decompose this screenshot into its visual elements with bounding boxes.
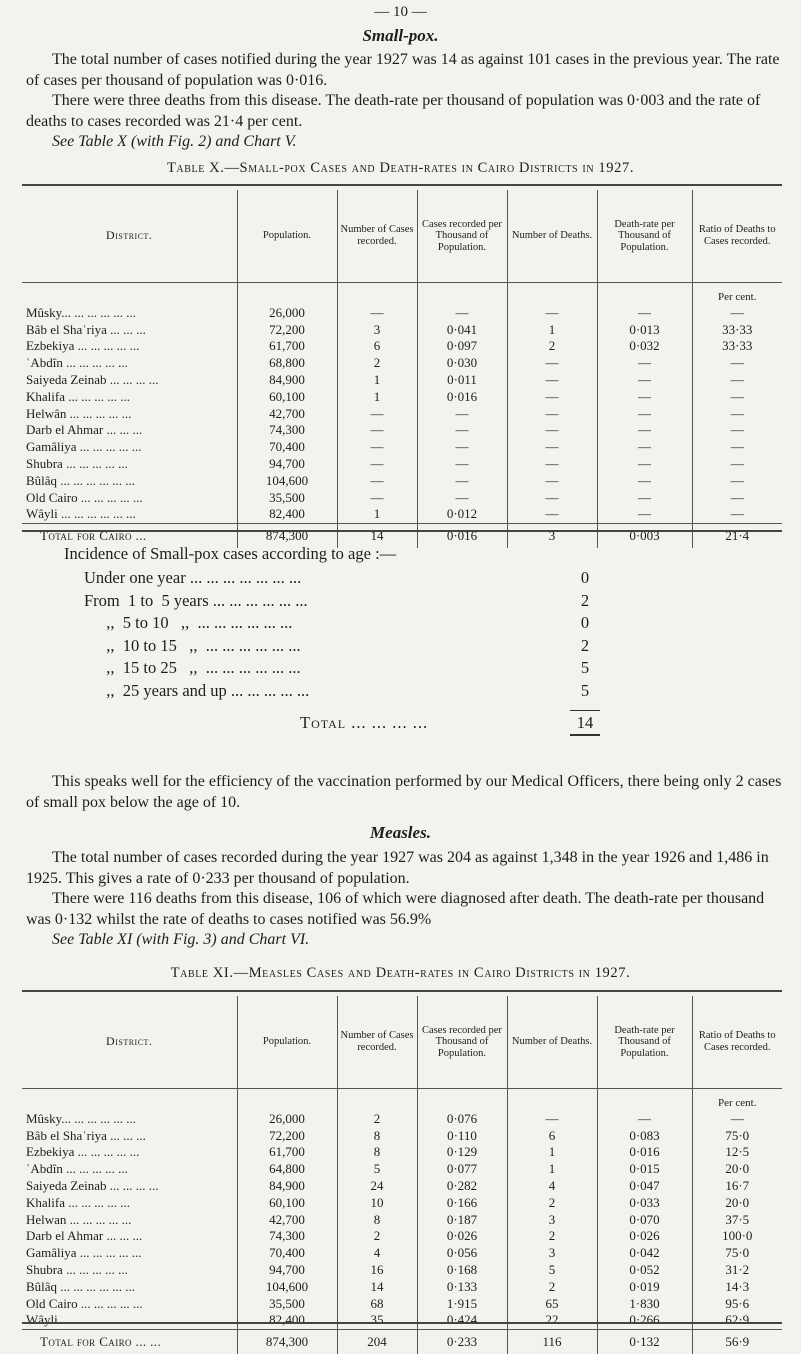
table-cell: 1 — [507, 1144, 597, 1161]
table-cell: 2 — [337, 1111, 417, 1128]
incidence-label: Under one year ... ... ... ... ... ... ... — [84, 568, 302, 587]
table-xi-header: District. — [22, 996, 237, 1088]
table-xi-header: Ratio of Deaths to Cases recorded. — [692, 996, 782, 1088]
table-x-header: Cases recorded per Thousand of Population. — [417, 190, 507, 282]
table-cell: 0·052 — [597, 1262, 692, 1279]
total-cell: 3 — [507, 523, 597, 548]
table-cell: 70,400 — [237, 1245, 337, 1262]
table-cell: — — [417, 489, 507, 506]
table-cell: 1 — [337, 506, 417, 523]
table-cell: 0·083 — [597, 1127, 692, 1144]
table-cell: 94,700 — [237, 1262, 337, 1279]
table-cell: 68,800 — [237, 355, 337, 372]
total-cell: 204 — [337, 1329, 417, 1354]
table-cell: — — [692, 405, 782, 422]
table-row — [22, 472, 782, 489]
table-cell: — — [417, 456, 507, 473]
table-cell: 2 — [507, 1228, 597, 1245]
table-cell: — — [597, 472, 692, 489]
table-cell: — — [692, 456, 782, 473]
table-row — [22, 1127, 782, 1144]
incidence-total-double-rule — [570, 734, 600, 736]
incidence-value: 2 — [580, 635, 590, 655]
table-cell: — — [337, 489, 417, 506]
table-xi-top-rule — [22, 990, 782, 992]
table-xi-caption-prefix: Table XI. — [170, 965, 234, 981]
table-cell: 2 — [337, 355, 417, 372]
table-cell: 22 — [507, 1312, 597, 1329]
table-cell: 20·0 — [692, 1161, 782, 1178]
district-name-cell: Khalifa ... ... ... ... ... — [26, 388, 130, 404]
table-cell: 0·026 — [417, 1228, 507, 1245]
table-cell: — — [507, 305, 597, 322]
incidence-row — [0, 658, 801, 680]
table-cell: 1·915 — [417, 1295, 507, 1312]
table-cell: — — [417, 439, 507, 456]
table-cell: 10 — [337, 1194, 417, 1211]
table-row — [22, 439, 782, 456]
table-cell: 8 — [337, 1144, 417, 1161]
table-xi-caption — [0, 965, 801, 982]
incidence-row — [0, 591, 801, 613]
district-name-cell: Gamâliya ... ... ... ... ... — [26, 1245, 142, 1261]
incidence-sum-rule — [570, 710, 600, 711]
measles-para-2: There were 116 deaths from this disease, 106 of which were diagnosed after death. The death-rate per thousand was 0·132 whilst the rate of deaths to cases notified was 56.9% — [26, 890, 765, 928]
table-cell: — — [597, 506, 692, 523]
table-row — [22, 1295, 782, 1312]
table-cell: 0·110 — [417, 1127, 507, 1144]
district-name-cell: Helwân ... ... ... ... ... — [26, 405, 132, 421]
table-cell: 0·032 — [597, 338, 692, 355]
table-cell: — — [337, 439, 417, 456]
table-cell: 6 — [507, 1127, 597, 1144]
table-cell: 94,700 — [237, 456, 337, 473]
table-cell: 8 — [337, 1127, 417, 1144]
table-cell: 60,100 — [237, 1194, 337, 1211]
table-cell: 35 — [337, 1312, 417, 1329]
total-cell: 874,300 — [237, 1329, 337, 1354]
table-cell: 60,100 — [237, 388, 337, 405]
table-cell: — — [597, 489, 692, 506]
table-cell: 26,000 — [237, 1111, 337, 1128]
table-row — [22, 1178, 782, 1195]
table-row — [22, 422, 782, 439]
table-row — [22, 305, 782, 322]
table-row — [22, 1211, 782, 1228]
table-cell: 31·2 — [692, 1262, 782, 1279]
district-name-cell: Wâyli ... ... ... ... ... ... — [26, 1312, 136, 1328]
total-cell: 56·9 — [692, 1329, 782, 1354]
table-cell: — — [337, 305, 417, 322]
table-xi-caption-text: —Measles Cases and Death-rates in Cairo Districts in 1927. — [233, 965, 631, 981]
table-cell: — — [597, 1111, 692, 1128]
table-x-bottom-rule — [22, 530, 782, 532]
table-row — [22, 1194, 782, 1211]
table-x-header: Death-rate per Thousand of Population. — [597, 190, 692, 282]
table-cell: — — [507, 472, 597, 489]
district-name-cell: ʿAbdîn ... ... ... ... ... — [26, 355, 128, 371]
table-cell: 65 — [507, 1295, 597, 1312]
table-cell: 0·056 — [417, 1245, 507, 1262]
district-name-cell: Gamâliya ... ... ... ... ... — [26, 439, 142, 455]
table-row — [22, 1262, 782, 1279]
table-cell: 72,200 — [237, 1127, 337, 1144]
smallpox-heading: Small-pox. — [362, 26, 439, 45]
table-cell: — — [692, 422, 782, 439]
table-cell: — — [597, 422, 692, 439]
table-cell: 0·047 — [597, 1178, 692, 1195]
table-cell: 16 — [337, 1262, 417, 1279]
district-name-cell: Helwan ... ... ... ... ... — [26, 1211, 132, 1227]
table-cell: — — [692, 388, 782, 405]
table-cell: 42,700 — [237, 1211, 337, 1228]
table-cell: 95·6 — [692, 1295, 782, 1312]
incidence-value: 5 — [580, 680, 590, 700]
table-cell: 72,200 — [237, 321, 337, 338]
measles-para-1: The total number of cases recorded during the year 1927 was 204 as against 1,348 in the year 1926 and 1,486 in 1925. This gives a rate of 0·233 per thousand of population. — [26, 849, 769, 887]
table-cell: — — [507, 1111, 597, 1128]
table-cell: 1 — [507, 1161, 597, 1178]
table-row — [22, 372, 782, 389]
table-cell: 104,600 — [237, 472, 337, 489]
table-xi — [22, 996, 782, 1354]
table-cell: 24 — [337, 1178, 417, 1195]
incidence-row — [0, 681, 801, 703]
table-x-header: Ratio of Deaths to Cases recorded. — [692, 190, 782, 282]
district-name-cell: Old Cairo ... ... ... ... ... — [26, 489, 143, 505]
table-cell: — — [417, 422, 507, 439]
table-cell: 0·187 — [417, 1211, 507, 1228]
table-cell: 75·0 — [692, 1127, 782, 1144]
table-xi-header: Population. — [237, 996, 337, 1088]
table-cell: 0·026 — [597, 1228, 692, 1245]
incidence-total-label: Total ... ... ... ... — [300, 713, 429, 732]
table-cell: 14·3 — [692, 1278, 782, 1295]
table-cell: 74,300 — [237, 422, 337, 439]
table-cell: 2 — [507, 1194, 597, 1211]
table-cell: 33·33 — [692, 338, 782, 355]
table-cell: — — [692, 372, 782, 389]
table-cell: 0·016 — [417, 388, 507, 405]
table-cell: 3 — [507, 1211, 597, 1228]
table-row — [22, 1245, 782, 1262]
district-name-cell: Darb el Ahmar ... ... ... — [26, 422, 143, 438]
table-cell: 0·133 — [417, 1278, 507, 1295]
table-cell: — — [507, 388, 597, 405]
table-row — [22, 506, 782, 523]
table-cell: — — [507, 456, 597, 473]
table-cell: — — [507, 355, 597, 372]
table-cell: 33·33 — [692, 321, 782, 338]
table-cell: 26,000 — [237, 305, 337, 322]
smallpox-paragraph — [26, 50, 786, 153]
incidence-value: 0 — [580, 613, 590, 632]
table-cell: 1·830 — [597, 1295, 692, 1312]
incidence-value: 2 — [580, 590, 590, 610]
table-xi-header: Number of Deaths. — [507, 996, 597, 1088]
table-cell: 42,700 — [237, 405, 337, 422]
table-cell: 1 — [337, 388, 417, 405]
table-cell: — — [692, 472, 782, 489]
table-x-header: Number of Deaths. — [507, 190, 597, 282]
table-cell: — — [507, 506, 597, 523]
district-name-cell: Mûsky... ... ... ... ... ... — [26, 1110, 137, 1126]
table-cell: 84,900 — [237, 1178, 337, 1195]
table-xi-bottom-rule — [22, 1322, 782, 1324]
table-row — [22, 1111, 782, 1128]
table-cell: — — [692, 489, 782, 506]
table-cell: 0·129 — [417, 1144, 507, 1161]
table-cell: — — [417, 405, 507, 422]
district-name-cell: Bâb el Shaʿriya ... ... ... — [26, 1127, 146, 1143]
table-cell: — — [507, 372, 597, 389]
district-name-cell: Shubra ... ... ... ... ... — [26, 456, 128, 472]
table-cell: 0·030 — [417, 355, 507, 372]
table-xi-header: Number of Cases recorded. — [337, 996, 417, 1088]
total-cell: 0·233 — [417, 1329, 507, 1354]
table-cell: — — [417, 305, 507, 322]
table-row — [22, 321, 782, 338]
table-cell: 3 — [337, 321, 417, 338]
table-cell: — — [597, 405, 692, 422]
table-cell: 3 — [507, 1245, 597, 1262]
table-cell: — — [337, 422, 417, 439]
table-cell: — — [597, 372, 692, 389]
table-cell: 20·0 — [692, 1194, 782, 1211]
table-cell: — — [597, 388, 692, 405]
smallpox-para-1: The total number of cases notified during the year 1927 was 14 as against 101 cases in the previous year. The rate of cases per thousand of population was 0·016. — [26, 51, 780, 89]
smallpox-para-3: See Table X (with Fig. 2) and Chart V. — [52, 133, 297, 150]
incidence-label: ,, 5 to 10 ,, ... ... ... ... ... ... — [98, 613, 293, 632]
table-cell: 0·042 — [597, 1245, 692, 1262]
table-x-caption — [0, 160, 801, 177]
table-row — [22, 1278, 782, 1295]
incidence-row — [0, 613, 801, 635]
table-cell: 75·0 — [692, 1245, 782, 1262]
table-cell: — — [692, 355, 782, 372]
district-name-cell: Khalifa ... ... ... ... ... — [26, 1194, 130, 1210]
table-cell: — — [337, 405, 417, 422]
table-cell: 8 — [337, 1211, 417, 1228]
table-cell: — — [597, 305, 692, 322]
table-xi-header: Cases recorded per Thousand of Population. — [417, 996, 507, 1088]
table-cell: 64,800 — [237, 1161, 337, 1178]
total-cell: 21·4 — [692, 523, 782, 548]
table-cell: 0·097 — [417, 338, 507, 355]
district-name-cell: Saiyeda Zeinab ... ... ... ... — [26, 1178, 159, 1194]
total-label-cell: Total for Cairo ... ... — [22, 1329, 237, 1354]
table-cell: 104,600 — [237, 1278, 337, 1295]
table-row — [22, 405, 782, 422]
district-name-cell: Mûsky... ... ... ... ... ... — [26, 304, 137, 320]
table-cell: 2 — [507, 1278, 597, 1295]
incidence-label: ,, 25 years and up ... ... ... ... ... — [98, 680, 310, 700]
table-cell: 0·070 — [597, 1211, 692, 1228]
smallpox-comment-paragraph — [26, 772, 786, 813]
district-name-cell: Darb el Ahmar ... ... ... — [26, 1228, 143, 1244]
table-cell: 0·041 — [417, 321, 507, 338]
table-cell: 61,700 — [237, 1144, 337, 1161]
table-cell: 74,300 — [237, 1228, 337, 1245]
table-cell: 12·5 — [692, 1144, 782, 1161]
district-name-cell: Wâyli ... ... ... ... ... ... — [26, 506, 136, 522]
table-row — [22, 489, 782, 506]
district-name-cell: Old Cairo ... ... ... ... ... — [26, 1295, 143, 1311]
table-cell: 16·7 — [692, 1178, 782, 1195]
table-row — [22, 1228, 782, 1245]
table-cell: 4 — [337, 1245, 417, 1262]
table-cell: — — [597, 355, 692, 372]
measles-heading: Measles. — [370, 823, 431, 842]
table-cell: — — [692, 506, 782, 523]
smallpox-comment: This speaks well for the efficiency of the vaccination performed by our Medical Officers, there being only 2 cases of small pox below the age of 10. — [26, 773, 782, 811]
table-cell: — — [337, 472, 417, 489]
table-cell: 70,400 — [237, 439, 337, 456]
table-cell: 61,700 — [237, 338, 337, 355]
page-number: — 10 — — [374, 4, 427, 20]
district-name-cell: Ezbekiya ... ... ... ... ... — [26, 338, 140, 354]
table-cell: — — [597, 456, 692, 473]
smallpox-para-2: There were three deaths from this disease. The death-rate per thousand of population was 0·003 and the rate of deaths to cases recorded was 21·4 per cent. — [26, 92, 761, 130]
incidence-total-value: 14 — [576, 713, 594, 732]
table-x-caption-text: —Small-pox Cases and Death-rates in Cairo Districts in 1927. — [224, 160, 635, 176]
incidence-row — [0, 636, 801, 658]
table-cell: 14 — [337, 1278, 417, 1295]
table-xi-unit-label: Per cent. — [692, 1088, 782, 1111]
table-row — [22, 355, 782, 372]
incidence-value: 0 — [580, 568, 590, 587]
incidence-label: ,, 10 to 15 ,, ... ... ... ... ... ... — [98, 635, 301, 655]
table-row — [22, 1312, 782, 1329]
table-cell: 6 — [337, 338, 417, 355]
table-cell: 5 — [507, 1262, 597, 1279]
table-cell: — — [507, 405, 597, 422]
total-cell: 0·003 — [597, 523, 692, 548]
measles-para-3: See Table XI (with Fig. 3) and Chart VI. — [52, 931, 310, 948]
total-cell: 0·016 — [417, 523, 507, 548]
incidence-label: ,, 15 to 25 ,, ... ... ... ... ... ... — [98, 658, 301, 677]
total-cell: 14 — [337, 523, 417, 548]
table-cell: 35,500 — [237, 489, 337, 506]
table-cell: — — [337, 456, 417, 473]
table-cell: 0·019 — [597, 1278, 692, 1295]
table-cell: — — [692, 305, 782, 322]
total-label-cell: Total for Cairo ... — [22, 523, 237, 548]
table-row — [22, 1144, 782, 1161]
table-cell: 0·166 — [417, 1194, 507, 1211]
table-row — [22, 456, 782, 473]
table-cell: — — [507, 439, 597, 456]
table-cell: 2 — [337, 1228, 417, 1245]
table-cell: 1 — [337, 372, 417, 389]
table-cell: 62·9 — [692, 1312, 782, 1329]
table-cell: — — [597, 439, 692, 456]
incidence-value: 5 — [580, 658, 590, 677]
table-cell: — — [692, 439, 782, 456]
table-cell: — — [507, 422, 597, 439]
table-x-header: District. — [22, 190, 237, 282]
table-cell: 84,900 — [237, 372, 337, 389]
table-row — [22, 1161, 782, 1178]
incidence-total-row — [0, 713, 801, 735]
table-cell: 0·011 — [417, 372, 507, 389]
district-name-cell: Bâb el Shaʿriya ... ... ... — [26, 321, 146, 337]
measles-paragraph — [26, 848, 786, 951]
table-cell: — — [417, 472, 507, 489]
table-cell: 0·266 — [597, 1312, 692, 1329]
table-total-row — [22, 1329, 782, 1354]
district-name-cell: Saiyeda Zeinab ... ... ... ... — [26, 372, 159, 388]
table-cell: 82,400 — [237, 506, 337, 523]
total-cell: 0·132 — [597, 1329, 692, 1354]
table-cell: 68 — [337, 1295, 417, 1312]
table-x-header: Number of Cases recorded. — [337, 190, 417, 282]
district-name-cell: Shubra ... ... ... ... ... — [26, 1262, 128, 1278]
total-cell: 116 — [507, 1329, 597, 1354]
table-x — [22, 190, 782, 548]
table-cell: 0·013 — [597, 321, 692, 338]
table-cell: 1 — [507, 321, 597, 338]
table-cell: 0·424 — [417, 1312, 507, 1329]
district-name-cell: Ezbekiya ... ... ... ... ... — [26, 1144, 140, 1160]
table-cell: 37·5 — [692, 1211, 782, 1228]
table-x-unit-label: Per cent. — [692, 282, 782, 305]
table-x-header: Population. — [237, 190, 337, 282]
table-cell: — — [692, 1111, 782, 1128]
table-cell: 5 — [337, 1161, 417, 1178]
table-x-top-rule — [22, 184, 782, 186]
table-cell: 82,400 — [237, 1312, 337, 1329]
district-name-cell: Bûlâq ... ... ... ... ... ... — [26, 1278, 136, 1294]
district-name-cell: Bûlâq ... ... ... ... ... ... — [26, 472, 136, 488]
table-cell: 0·077 — [417, 1161, 507, 1178]
table-cell: 0·015 — [597, 1161, 692, 1178]
table-cell: 0·012 — [417, 506, 507, 523]
table-x-caption-prefix: Table X. — [166, 160, 225, 176]
table-cell: 0·282 — [417, 1178, 507, 1195]
table-cell: — — [507, 489, 597, 506]
total-cell: 874,300 — [237, 523, 337, 548]
table-cell: 0·076 — [417, 1111, 507, 1128]
incidence-title: Incidence of Small-pox cases according to age :— — [64, 544, 397, 563]
table-cell: 0·033 — [597, 1194, 692, 1211]
table-row — [22, 338, 782, 355]
table-xi-header: Death-rate per Thousand of Population. — [597, 996, 692, 1088]
table-cell: 100·0 — [692, 1228, 782, 1245]
table-cell: 4 — [507, 1178, 597, 1195]
table-cell: 2 — [507, 338, 597, 355]
table-row — [22, 388, 782, 405]
incidence-row — [0, 568, 801, 590]
table-cell: 35,500 — [237, 1295, 337, 1312]
incidence-label: From 1 to 5 years ... ... ... ... ... ... — [84, 590, 308, 610]
table-cell: 0·168 — [417, 1262, 507, 1279]
district-name-cell: ʿAbdîn ... ... ... ... ... — [26, 1161, 128, 1177]
table-cell: 0·016 — [597, 1144, 692, 1161]
